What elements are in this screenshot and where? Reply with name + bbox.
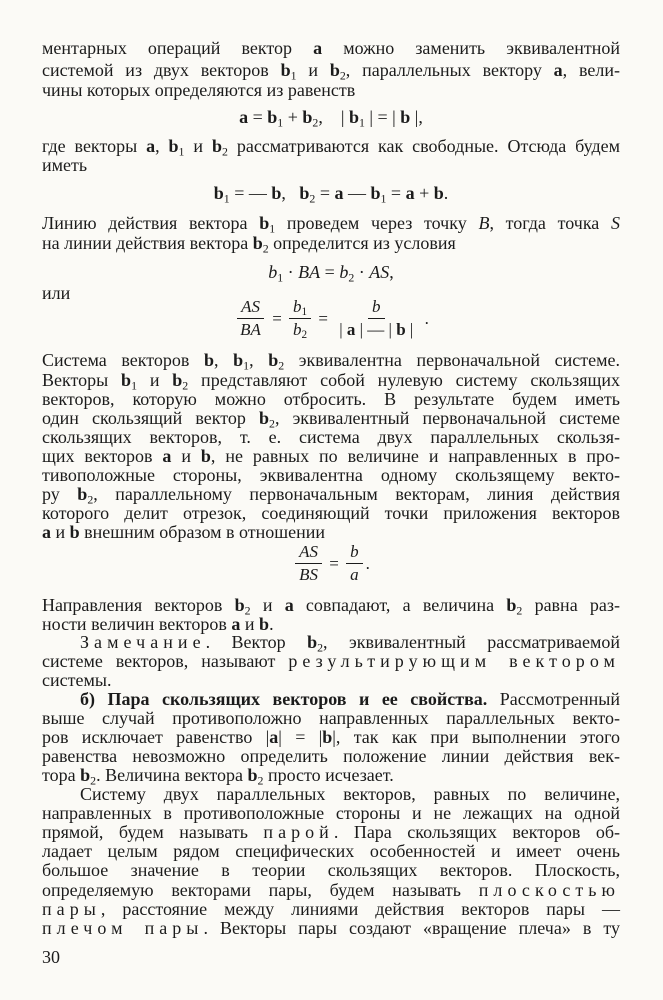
text-run: которого делит отрезок, соединяющий точки приложения векторов	[42, 503, 620, 523]
subscript: 1	[243, 358, 250, 373]
italic-symbol: S	[611, 213, 621, 233]
text-line	[42, 860, 620, 880]
italic-symbol: B	[478, 213, 490, 233]
text-run: или	[42, 283, 71, 303]
subscript: 2	[244, 603, 251, 618]
subscript: 2	[317, 640, 324, 655]
math-operator: =	[325, 553, 344, 573]
spaced-term: Замечание	[80, 632, 206, 652]
vector-symbol: a	[42, 522, 51, 542]
fraction-numerator	[346, 542, 363, 564]
italic-symbol: AS	[369, 262, 390, 282]
text-line	[42, 595, 621, 618]
section-heading: б) Пара скользящих векторов и ее свойства.	[80, 689, 488, 709]
vector-symbol: b	[204, 350, 215, 370]
fraction	[335, 297, 417, 340]
text-run: Рассмотренный	[487, 689, 620, 709]
text-run: ·	[354, 262, 370, 282]
text-run: | = |	[364, 107, 401, 127]
page-number: 30	[42, 947, 60, 967]
text-line	[42, 136, 621, 159]
vector-symbol: b	[259, 408, 270, 428]
text-run: равенства невозможно определить положение линии действия век-	[42, 746, 620, 766]
vector-symbol: b	[268, 350, 279, 370]
text-run: и	[171, 446, 201, 466]
fraction	[346, 542, 363, 585]
text-run: системе векторов, называют	[42, 651, 289, 671]
subscript: 1	[131, 378, 137, 393]
text-run: , эквивалентный рассматриваемой	[323, 632, 620, 652]
text-line	[42, 522, 620, 542]
text-run: проведем через точку	[275, 213, 479, 233]
vector-symbol: a	[269, 727, 279, 747]
text-run: |	[339, 320, 347, 339]
text-run: Система векторов	[42, 350, 204, 370]
vector-symbol: b	[370, 183, 381, 203]
vector-symbol: b	[259, 213, 270, 233]
italic-symbol: BS	[299, 565, 319, 584]
text-run: |,	[410, 107, 423, 127]
text-run: ,	[249, 350, 269, 370]
text-line	[42, 765, 620, 788]
subscript: 2	[269, 416, 275, 431]
text-run: , |	[318, 107, 349, 127]
text-run: . Пара скользящих векторов об-	[333, 822, 621, 842]
text-run: просто исчезает.	[263, 765, 394, 785]
subscript: 2	[309, 191, 316, 206]
fraction-numerator	[295, 542, 322, 564]
text-run: рассматриваются как свободные. Отсюда будем	[227, 136, 621, 156]
vector-symbol: a	[405, 183, 415, 203]
text-run: иметь	[42, 155, 88, 175]
text-run: +	[283, 107, 303, 127]
text-line	[42, 784, 620, 804]
text-run: тивоположные стороны, эквивалентна одному скользящему векто-	[42, 465, 620, 485]
text-run: ,	[389, 262, 394, 282]
text-run: ладает целым рядом специфических особенностей и имеет очень	[42, 841, 620, 861]
text-run: и	[296, 60, 330, 80]
vector-symbol: b	[307, 632, 318, 652]
text-line	[42, 918, 620, 938]
vector-symbol: a	[146, 136, 156, 156]
spaced-term: парой	[263, 822, 334, 842]
spaced-term: плечом пары	[42, 918, 204, 938]
text-run: =	[386, 183, 406, 203]
text-run: =	[315, 183, 335, 203]
vector-symbol: b	[280, 60, 291, 80]
text-run: тора	[42, 765, 81, 785]
text-line	[42, 614, 620, 634]
fraction-denominator	[346, 564, 363, 585]
text-run: , параллельных вектору	[345, 60, 554, 80]
text-run: на линии действия вектора	[42, 233, 253, 253]
text-line	[42, 370, 620, 393]
subscript: 2	[312, 115, 319, 130]
text-run: , тогда точка	[489, 213, 612, 233]
fraction	[295, 542, 322, 585]
text-run: внешним образом в отношении	[79, 522, 326, 542]
text-run: выше случай противоположно направленных параллельных векто-	[42, 708, 620, 728]
vector-symbol: a	[231, 614, 241, 634]
subscript: 1	[301, 306, 308, 319]
text-run: ,	[281, 183, 300, 203]
vector-symbol: b	[259, 614, 270, 634]
vector-symbol: b	[267, 107, 278, 127]
subscript: 2	[221, 144, 228, 159]
vector-symbol: b	[211, 136, 222, 156]
text-line	[42, 632, 620, 655]
subscript: 1	[178, 144, 185, 159]
vector-symbol: b	[322, 727, 333, 747]
fraction-denominator	[295, 564, 322, 585]
vector-symbol: a	[553, 60, 563, 80]
text-line	[42, 727, 620, 747]
subscript: 1	[277, 270, 284, 285]
vector-symbol: b	[329, 60, 340, 80]
fraction-numerator	[368, 297, 385, 319]
text-run: Систему двух параллельных векторов, равных по величине,	[80, 784, 620, 804]
text-line	[42, 899, 620, 919]
text-line	[42, 670, 620, 690]
vector-symbol: a	[346, 320, 356, 339]
vector-symbol: b	[247, 765, 258, 785]
equation	[42, 262, 620, 285]
text-run: чины которых определяются из равенств	[42, 80, 356, 100]
italic-symbol: b	[372, 297, 381, 316]
subscript: 1	[380, 191, 387, 206]
text-run: векторов, которую можно отбросить. В результате будем иметь	[42, 389, 620, 409]
fraction	[236, 297, 265, 340]
text-run: ·	[283, 262, 299, 282]
fraction-denominator	[236, 319, 265, 340]
text-line	[42, 38, 620, 58]
text-run: =	[248, 107, 268, 127]
italic-symbol: b	[339, 262, 349, 282]
italic-symbol: b	[293, 297, 302, 316]
math-operator: .	[420, 308, 429, 328]
subscript: 2	[278, 358, 285, 373]
italic-symbol: BA	[298, 262, 321, 282]
text-line	[42, 822, 620, 842]
vector-symbol: b	[302, 107, 313, 127]
text-run: =	[320, 262, 340, 282]
subscript: 2	[182, 378, 189, 393]
text-line	[42, 484, 620, 507]
equation	[42, 107, 620, 130]
italic-symbol: b	[293, 320, 302, 339]
text-run: большое значение в теории скользящих векторов. Плоскость,	[42, 860, 620, 880]
fraction-equation	[42, 297, 620, 340]
vector-symbol: a	[239, 107, 249, 127]
text-line	[42, 350, 621, 373]
text-run: равна раз-	[522, 595, 621, 615]
vector-symbol: b	[400, 107, 411, 127]
italic-symbol: AS	[299, 542, 319, 561]
text-line	[42, 80, 620, 100]
fraction-numerator	[237, 297, 264, 319]
text-run: +	[414, 183, 434, 203]
text-run: ,	[214, 350, 234, 370]
vector-symbol: b	[233, 350, 244, 370]
text-run: . Величина вектора	[96, 765, 248, 785]
text-run: Направления векторов	[42, 595, 235, 615]
text-line	[42, 389, 620, 409]
vector-symbol: b	[433, 183, 444, 203]
text-run: направленных в противоположные стороны и не лежащих на одной	[42, 803, 620, 823]
vector-symbol: a	[313, 38, 323, 58]
text-run: щих векторов	[42, 446, 163, 466]
text-run: и	[250, 595, 285, 615]
text-run: системы.	[42, 670, 112, 690]
text-run: .	[269, 614, 274, 634]
text-run: Линию действия вектора	[42, 213, 260, 233]
text-run: можно заменить эквивалентной	[322, 38, 620, 58]
subscript: 1	[277, 115, 284, 130]
subscript: 2	[257, 773, 264, 788]
vector-symbol: b	[252, 233, 263, 253]
math-operator: =	[267, 308, 287, 328]
vector-symbol: b	[172, 370, 183, 390]
text-line	[42, 408, 621, 431]
text-run: , эквивалентный первоначальной системе	[274, 408, 621, 428]
text-run: и	[184, 136, 212, 156]
text-run: ,	[155, 136, 169, 156]
text-run: |, так как при выполнении этого	[332, 727, 620, 747]
subscript: 2	[262, 241, 269, 256]
text-line	[42, 465, 620, 485]
text-run: —	[343, 183, 371, 203]
fraction	[289, 297, 311, 340]
text-line	[42, 503, 620, 523]
text-run: эквивалентна первоначальной системе.	[284, 350, 621, 370]
italic-symbol: b	[350, 542, 359, 561]
text-run: ности величин векторов	[42, 614, 232, 634]
text-line	[42, 841, 620, 861]
vector-symbol: b	[69, 522, 80, 542]
subscript: 1	[290, 68, 297, 83]
italic-symbol: BA	[240, 320, 261, 339]
vector-symbol: b	[77, 484, 88, 504]
vector-symbol: b	[121, 370, 132, 390]
fraction-numerator	[289, 297, 311, 319]
vector-symbol: b	[213, 183, 224, 203]
subscript: 1	[358, 115, 365, 130]
text-run: Векторы	[42, 370, 122, 390]
text-run: , вели-	[562, 60, 620, 80]
vector-symbol: b	[80, 765, 91, 785]
math-operator: =	[314, 308, 333, 328]
text-line	[42, 427, 620, 447]
text-run: , параллельному первоначальным векторам, линия действия	[93, 484, 620, 504]
text-run: | — |	[355, 320, 397, 339]
text-run: представляют собой нулевую систему скользящих	[188, 370, 620, 390]
text-line	[42, 746, 620, 766]
text-run: . Вектор	[205, 632, 308, 652]
subscript: 2	[87, 492, 94, 507]
fraction-denominator	[335, 319, 417, 340]
text-run: скользящих векторов, т. е. система двух параллельных скользя-	[42, 427, 620, 447]
vector-symbol: b	[234, 595, 245, 615]
spaced-term: пары	[42, 899, 101, 919]
text-line	[42, 60, 620, 83]
spaced-term: плоскостью	[478, 880, 620, 900]
text-run: ров исключает равенство |	[42, 727, 270, 747]
text-line	[42, 708, 620, 728]
spaced-term: результирующим вектором	[288, 651, 620, 671]
subscript: 2	[516, 603, 523, 618]
text-line	[42, 689, 620, 709]
text-run: и	[51, 522, 70, 542]
text-line	[42, 803, 620, 823]
text-run: , не равных по величине и направленных в про-	[210, 446, 620, 466]
text-run: |	[405, 320, 414, 339]
vector-symbol: a	[162, 446, 172, 466]
vector-symbol: b	[200, 446, 211, 466]
equation	[42, 183, 620, 206]
math-operator: .	[365, 553, 370, 573]
text-run: совпадают, а величина	[293, 595, 507, 615]
italic-symbol: AS	[241, 297, 260, 316]
text-run: = —	[229, 183, 272, 203]
text-run: , расстояние между линиями действия векторов пары —	[100, 899, 620, 919]
text-line	[42, 651, 620, 671]
subscript: 2	[339, 68, 346, 83]
text-line	[42, 155, 620, 175]
text-line	[42, 213, 621, 236]
vector-symbol: b	[168, 136, 179, 156]
subscript: 2	[90, 773, 97, 788]
text-run: ментарных операций вектор	[42, 38, 314, 58]
text-run: определится из условия	[268, 233, 456, 253]
text-line	[42, 233, 620, 256]
vector-symbol: a	[284, 595, 294, 615]
italic-symbol: a	[350, 565, 359, 584]
text-run: | = |	[278, 727, 323, 747]
text-line	[42, 880, 620, 900]
vector-symbol: b	[506, 595, 517, 615]
text-run: один скользящий вектор	[42, 408, 260, 428]
vector-symbol: b	[271, 183, 282, 203]
text-run: и	[137, 370, 173, 390]
vector-symbol: b	[348, 107, 359, 127]
fraction-equation	[42, 542, 620, 585]
vector-symbol: a	[334, 183, 344, 203]
text-run: системой из двух векторов	[42, 60, 281, 80]
vector-symbol: b	[396, 320, 406, 339]
text-run: определяемую векторами пары, будем называть	[42, 880, 479, 900]
text-run: ру	[42, 484, 78, 504]
subscript: 1	[269, 221, 276, 236]
fraction-denominator	[289, 319, 311, 340]
text-run: . Векторы пары создают «вращение плеча» в ту	[203, 918, 621, 938]
text-run: и	[240, 614, 260, 634]
subscript: 2	[348, 270, 355, 285]
text-run: прямой, будем называть	[42, 822, 264, 842]
subscript: 2	[301, 329, 308, 342]
text-run: где векторы	[42, 136, 147, 156]
subscript: 1	[223, 191, 230, 206]
text-line	[42, 446, 620, 466]
italic-symbol: b	[268, 262, 278, 282]
vector-symbol: b	[299, 183, 310, 203]
text-run: .	[443, 183, 449, 203]
